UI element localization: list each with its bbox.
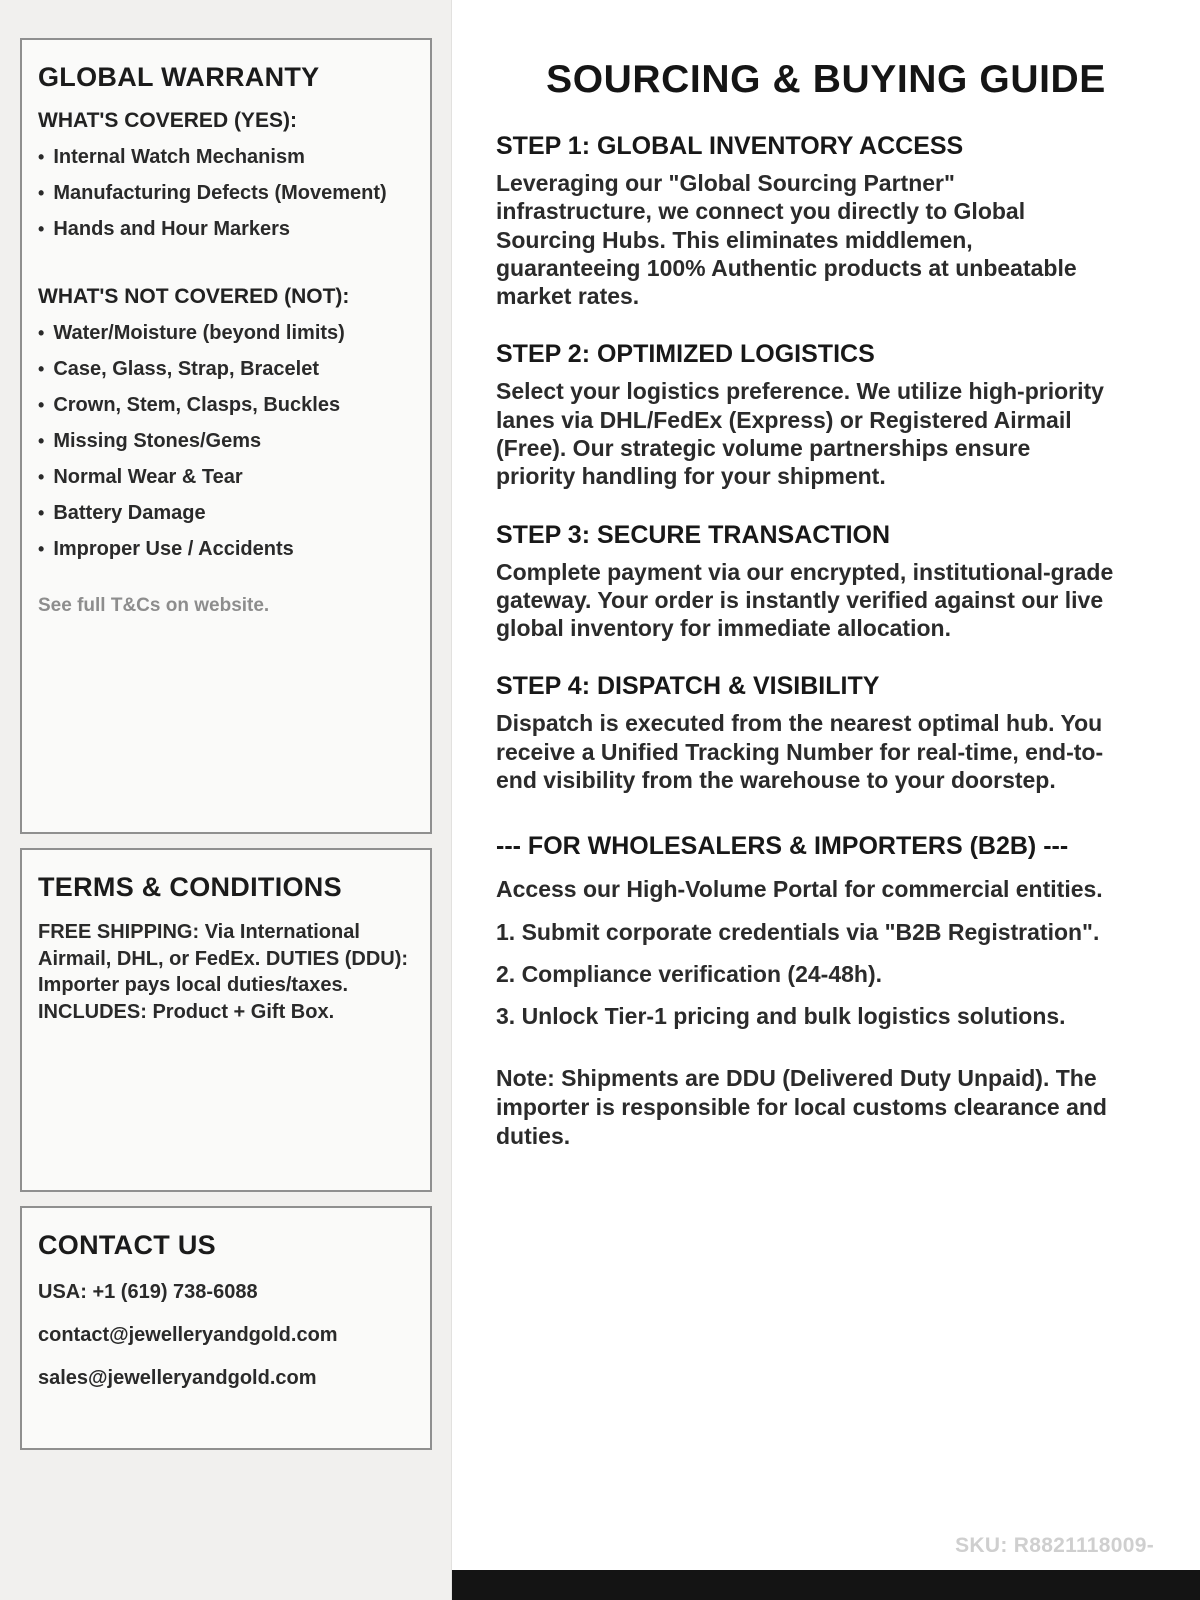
b2b-item-1: 1. Submit corporate credentials via "B2B Registration". (496, 918, 1100, 945)
list-item: • Water/Moisture (beyond limits) (38, 321, 414, 345)
b2b-heading: --- FOR WHOLESALERS & IMPORTERS (B2B) --- (496, 832, 1069, 861)
list-item: • Manufacturing Defects (Movement) (38, 181, 414, 205)
step-3-body: Complete payment via our encrypted, institutional-grade gateway. Your order is instantly verified against our live global inventory for immediate allocation. (496, 558, 1114, 642)
list-item: • Missing Stones/Gems (38, 429, 414, 453)
bottom-bar (452, 1570, 1200, 1600)
contact-box (20, 1206, 432, 1450)
contact-email-sales: sales@jewelleryandgold.com (38, 1367, 317, 1389)
b2b-intro: Access our High-Volume Portal for commercial entities. (496, 876, 1103, 903)
b2b-note: Note: Shipments are DDU (Delivered Duty Unpaid). The importer is responsible for local customs clearance and duties. (496, 1065, 1107, 1149)
contact-phone: USA: +1 (619) 738-6088 (38, 1281, 258, 1303)
list-item: • Crown, Stem, Clasps, Buckles (38, 393, 414, 417)
guide-content (452, 132, 1200, 1151)
b2b-item-2: 2. Compliance verification (24-48h). (496, 960, 883, 987)
page-title: SOURCING & BUYING GUIDE (546, 58, 1106, 101)
warranty-footnote: See full T&Cs on website. (38, 595, 270, 616)
list-item: • Internal Watch Mechanism (38, 145, 414, 169)
warranty-box (20, 38, 432, 834)
terms-body: FREE SHIPPING: Via International Airmail, DHL, or FedEx. DUTIES (DDU): Importer pays local duties/taxes. INCLUDES: Product + Gift Box. (38, 921, 409, 1023)
terms-box (20, 848, 432, 1192)
step-3-heading: STEP 3: SECURE TRANSACTION (496, 520, 891, 549)
list-item: • Normal Wear & Tear (38, 465, 414, 489)
step-2-heading: STEP 2: OPTIMIZED LOGISTICS (496, 340, 875, 369)
warranty-covered-heading: WHAT'S COVERED (YES): (38, 109, 297, 132)
list-item: • Hands and Hour Markers (38, 217, 414, 241)
step-2-body: Select your logistics preference. We utilize high-priority lanes via DHL/FedEx (Express) or Registered Airmail (Free). Our strategic volume partnerships ensure priority handling for your shipment. (496, 378, 1104, 490)
terms-title: TERMS & CONDITIONS (38, 872, 342, 902)
sku-label: SKU: R8821118009- (955, 1534, 1154, 1557)
warranty-not-covered-heading: WHAT'S NOT COVERED (NOT): (38, 285, 350, 308)
step-1-heading: STEP 1: GLOBAL INVENTORY ACCESS (496, 132, 964, 160)
step-4-heading: STEP 4: DISPATCH & VISIBILITY (496, 672, 880, 701)
warranty-covered-list (38, 145, 414, 241)
contact-title: CONTACT US (38, 1230, 216, 1260)
list-item: • Improper Use / Accidents (38, 537, 414, 561)
sidebar (0, 0, 452, 1600)
warranty-title: GLOBAL WARRANTY (38, 62, 320, 92)
list-item: • Battery Damage (38, 501, 414, 525)
warranty-not-covered-list (38, 321, 414, 561)
step-4-body: Dispatch is executed from the nearest optimal hub. You receive a Unified Tracking Number for real-time, end-to-end visibility from the warehouse to your doorstep. (496, 710, 1104, 793)
contact-email-primary: contact@jewelleryandgold.com (38, 1324, 338, 1346)
b2b-item-3: 3. Unlock Tier-1 pricing and bulk logistics solutions. (496, 1003, 1066, 1030)
step-1-body: Leveraging our "Global Sourcing Partner" infrastructure, we connect you directly to Global Sourcing Hubs. This eliminates middlemen, guaranteeing 100% Authentic products at unbeatable market rates. (496, 170, 1077, 310)
main-column (452, 0, 1200, 1600)
list-item: • Case, Glass, Strap, Bracelet (38, 357, 414, 381)
